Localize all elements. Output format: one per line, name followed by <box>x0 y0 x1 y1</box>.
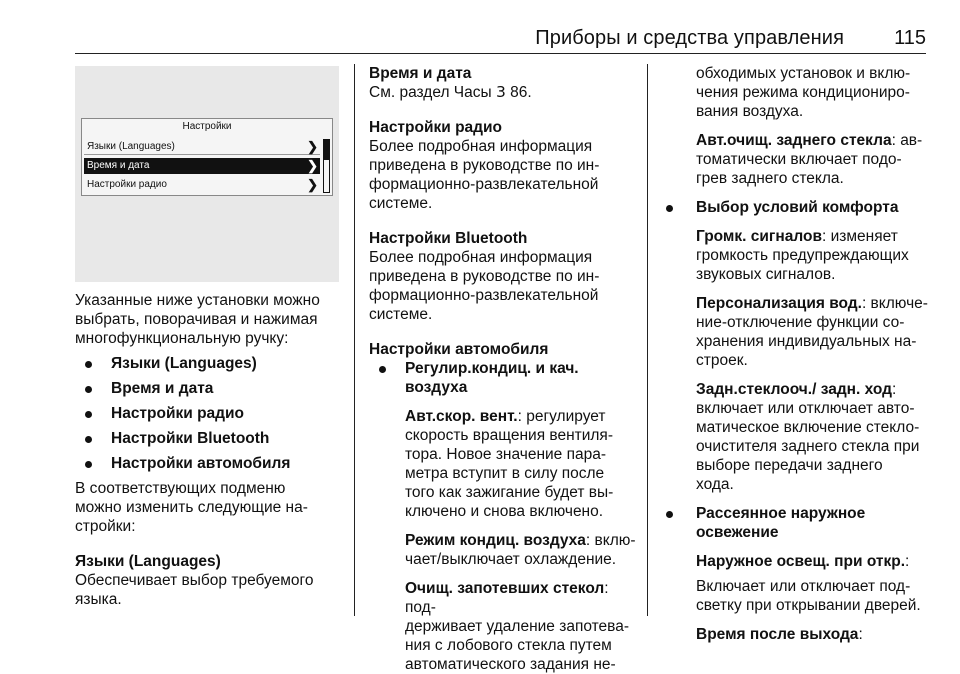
body-line: приведена в руководстве по ин- <box>369 157 600 174</box>
section-heading: Настройки радио <box>369 119 503 136</box>
menu-item-label: Языки (Languages) <box>87 141 175 152</box>
bullet-item: Языки (Languages) <box>75 354 345 373</box>
body-line: формационно-развлекательной <box>369 287 599 304</box>
settings-menu <box>81 118 333 196</box>
bullet-dot-icon <box>666 205 673 212</box>
menu-item-label: Время и дата <box>87 160 150 171</box>
bullet-dot-icon <box>85 361 92 368</box>
bullet-item: Настройки радио <box>75 404 345 423</box>
defog-continued: обходимых установок и вклю- чения режима кондициониро- вания воздуха. Авт.очищ. заднего стекла: ав- томатически включает подо- грев заднего стекла. <box>678 64 933 188</box>
scrollbar <box>323 139 330 193</box>
chevron-right-icon: ❯ <box>307 177 318 192</box>
setting-ac-mode: Режим кондиц. воздуха: вклю- чает/выключает охлаждение. <box>405 532 636 568</box>
setting-fan-speed: Авт.скор. вент.: регулирует скорость вращения вентиля- тора. Новое значение пара- метра вступит в силу после того как зажигание будет вы- ключено и снова включено. <box>405 408 614 520</box>
bullet-dot-icon <box>85 436 92 443</box>
intro-line: выбрать, поворачивая и нажимая <box>75 311 318 328</box>
column-2 <box>369 64 639 674</box>
bullet-item: Регулир.кондиц. и кач. воздуха <box>369 359 639 397</box>
section-heading: Настройки Bluetooth <box>369 230 528 247</box>
bullet-dot-icon <box>379 366 386 373</box>
page-header <box>0 0 960 56</box>
menu-item-radio <box>84 177 320 193</box>
body-line: Обеспечивает выбор требуемого <box>75 572 314 589</box>
column-divider-2 <box>647 64 648 616</box>
column-3 <box>678 64 933 644</box>
intro-line: многофункциональную ручку: <box>75 330 289 347</box>
bullet-item-cont: освежение <box>696 524 779 541</box>
bullet-dot-icon <box>85 411 92 418</box>
page-title: Приборы и средства управления <box>535 27 844 49</box>
bullet-dot-icon <box>666 511 673 518</box>
setting-defog: Очищ. запотевших стекол: под- держивает удаление запотева- ния с лобового стекла путем автоматического задания не- <box>405 580 630 673</box>
page-number: 115 <box>894 27 926 49</box>
body-line: Более подробная информация <box>369 138 593 155</box>
section-heading: Настройки автомобиля <box>369 341 549 358</box>
bullet-dot-icon <box>85 461 92 468</box>
body-line: В соответствующих подменю <box>75 480 286 497</box>
header-rule <box>75 53 926 54</box>
scrollbar-thumb <box>324 140 329 160</box>
setting-volume: Громк. сигналов: изменяет громкость предупреждающих звуковых сигналов. Персонализация вод.: включе- ние-отключение функции со- хранения индивидуальных на- строек. Задн.стеклооч./ задн. ход: включает или отключает авто- матическое включение стекло- очистителя заднего стекла при выборе передачи заднего хода. <box>696 228 928 493</box>
page-reference-icon: 3 <box>495 83 506 101</box>
intro-line: Указанные ниже установки можно <box>75 292 320 309</box>
body-line: формационно-развлекательной <box>369 176 599 193</box>
bullet-item: Выбор условий комфорта <box>678 198 933 217</box>
menu-item-time-date <box>84 158 320 174</box>
display-illustration <box>75 66 339 282</box>
menu-title: Настройки <box>182 121 232 132</box>
column-1 <box>75 291 345 609</box>
body-line: системе. <box>369 306 433 323</box>
section-heading: Языки (Languages) <box>75 553 221 570</box>
section-heading: Время и дата <box>369 65 472 82</box>
bullet-item: Настройки Bluetooth <box>75 429 345 448</box>
body-line: См. раздел Часы 3 86. <box>369 83 532 101</box>
column-divider-1 <box>354 64 355 616</box>
body-line: системе. <box>369 195 433 212</box>
setting-ambient-light: Наружное освещ. при откр.: Включает или отключает под- светку при открывании дверей. Время после выхода: <box>696 553 921 643</box>
bullet-item: Рассеянное наружное <box>678 504 933 523</box>
chevron-right-icon: ❯ <box>307 139 318 154</box>
body-line: приведена в руководстве по ин- <box>369 268 600 285</box>
menu-item-languages <box>84 139 320 155</box>
setting-rear-defrost: Авт.очищ. заднего стекла: ав- <box>696 132 923 149</box>
bullet-dot-icon <box>85 386 92 393</box>
bullet-item: Настройки автомобиля <box>75 454 345 473</box>
body-line: Более подробная информация <box>369 249 593 266</box>
body-line: стройки: <box>75 518 136 535</box>
chevron-right-icon: ❯ <box>307 158 318 173</box>
body-line: можно изменить следующие на- <box>75 499 308 516</box>
menu-item-label: Настройки радио <box>87 179 167 190</box>
bullet-item: Время и дата <box>75 379 345 398</box>
body-line: языка. <box>75 591 122 608</box>
